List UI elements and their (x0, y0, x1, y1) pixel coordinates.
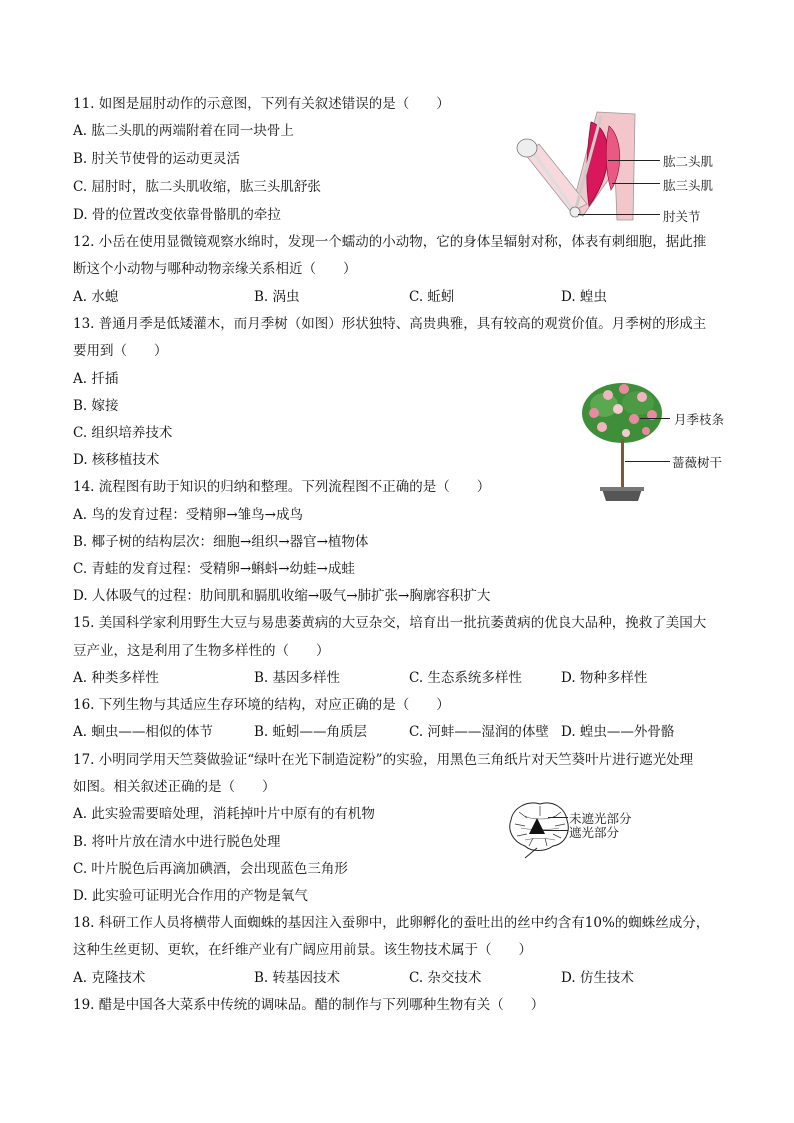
q15-option-d: D. 物种多样性 (561, 670, 648, 686)
q15-stem-line2: 豆产业，这是利用了生物多样性的（ ） (73, 643, 330, 659)
label-elbow-joint: 肘关节 (663, 209, 701, 224)
rose-branch-leader-line (640, 418, 670, 419)
q12-option-a: A. 水螅 (73, 289, 119, 305)
q17-option-d: D. 此实验可证明光合作用的产物是氧气 (73, 888, 308, 904)
q18-stem-line2: 这种生丝更韧、更软，在纤维产业有广阔应用前景。该生物技术属于（ ） (73, 942, 532, 958)
q11-option-d: D. 骨的位置改变依靠骨骼肌的牵拉 (73, 207, 281, 223)
q18-option-d: D. 仿生技术 (561, 970, 634, 986)
q15-option-b: B. 基因多样性 (254, 670, 341, 686)
q18-stem-line1: 18. 科研工作人员将横带人面蜘蛛的基因注入蚕卵中，此卵孵化的蚕吐出的丝中约含有10%的蜘蛛丝成分， (73, 915, 710, 931)
q18-option-b: B. 转基因技术 (254, 970, 341, 986)
q11-option-b: B. 肘关节使骨的运动更灵活 (73, 151, 241, 167)
q17-option-b: B. 将叶片放在清水中进行脱色处理 (73, 834, 281, 850)
q17-option-a: A. 此实验需要暗处理，消耗掉叶片中原有的有机物 (73, 806, 375, 822)
q16-option-b: B. 蚯蚓——角质层 (254, 724, 368, 740)
q17-stem-line2: 如图。相关叙述正确的是（ ） (73, 779, 276, 795)
q13-option-b: B. 嫁接 (73, 398, 119, 414)
arm-illustration (505, 108, 665, 223)
q11-stem: 11. 如图是屈肘动作的示意图，下列有关叙述错误的是（ ） (73, 96, 450, 112)
q13-option-d: D. 核移植技术 (73, 452, 160, 468)
label-shaded-part: 遮光部分 (569, 825, 620, 840)
q15-option-a: A. 种类多样性 (73, 670, 159, 686)
biceps-leader-line (608, 160, 660, 161)
q18-option-a: A. 克隆技术 (73, 970, 146, 986)
rose-tree-illustration (574, 375, 669, 505)
rosa-trunk-leader-line (625, 461, 670, 462)
q14-stem: 14. 流程图有助于知识的归纳和整理。下列流程图不正确的是（ ） (73, 479, 491, 495)
elbow-flexion-figure (505, 108, 665, 223)
q17-option-c: C. 叶片脱色后再滴加碘酒，会出现蓝色三角形 (73, 861, 348, 877)
rose-tree-figure (574, 375, 669, 505)
q16-stem: 16. 下列生物与其适应生存环境的结构，对应正确的是（ ） (73, 697, 450, 713)
q15-stem-line1: 15. 美国科学家利用野生大豆与易患萎黄病的大豆杂交，培育出一批抗萎黄病的优良大品种，挽救了美国大 (73, 615, 707, 631)
label-biceps: 肱二头肌 (663, 154, 714, 169)
elbow-leader-line (578, 214, 660, 215)
geranium-leaf-figure (505, 798, 575, 860)
q12-option-b: B. 涡虫 (254, 289, 300, 305)
q17-stem-line1: 17. 小明同学用天竺葵做验证“绿叶在光下制造淀粉”的实验，用黑色三角纸片对天竺葵叶片进行遮光处理 (73, 752, 694, 768)
leaf-illustration (505, 798, 575, 860)
shaded-leader-line (542, 830, 568, 831)
q14-option-a: A. 鸟的发育过程：受精卵→雏鸟→成鸟 (73, 507, 303, 523)
label-triceps: 肱三头肌 (663, 178, 714, 193)
q18-option-c: C. 杂交技术 (409, 970, 482, 986)
q14-option-c: C. 青蛙的发育过程：受精卵→蝌蚪→幼蛙→成蛙 (73, 561, 355, 577)
q12-option-d: D. 蝗虫 (561, 289, 607, 305)
q19-stem: 19. 醋是中国各大菜系中传统的调味品。醋的制作与下列哪种生物有关（ ） (73, 997, 545, 1013)
q12-stem-line1: 12. 小岳在使用显微镜观察水绵时，发现一个蠕动的小动物，它的身体呈辐射对称，体表有刺细胞，据此推 (73, 234, 707, 250)
q13-stem-line2: 要用到（ ） (73, 343, 168, 359)
q12-option-c: C. 蚯蚓 (409, 289, 455, 305)
q16-option-a: A. 蛔虫——相似的体节 (73, 724, 213, 740)
q14-option-d: D. 人体吸气的过程：肋间肌和膈肌收缩→吸气→肺扩张→胸廓容积扩大 (73, 588, 491, 604)
q13-option-c: C. 组织培养技术 (73, 425, 173, 441)
q13-stem-line1: 13. 普通月季是低矮灌木，而月季树（如图）形状独特、高贵典雅，具有较高的观赏价值。月季树的形成主 (73, 316, 707, 332)
q16-option-c: C. 河蚌——湿润的体壁 (409, 724, 549, 740)
label-rosa-trunk: 蔷薇树干 (672, 455, 723, 470)
q11-option-a: A. 肱二头肌的两端附着在同一块骨上 (73, 123, 294, 139)
q15-option-c: C. 生态系统多样性 (409, 670, 522, 686)
q16-option-d: D. 蝗虫——外骨骼 (561, 724, 675, 740)
q14-option-b: B. 椰子树的结构层次：细胞→组织→器官→植物体 (73, 534, 369, 550)
q13-option-a: A. 扦插 (73, 371, 119, 387)
triceps-leader-line (612, 183, 660, 184)
label-unshaded-part: 未遮光部分 (569, 811, 632, 826)
q12-stem-line2: 断这个小动物与哪种动物亲缘关系相近（ ） (73, 261, 357, 277)
label-rose-branch: 月季枝条 (674, 412, 725, 427)
unshaded-leader-line (548, 817, 568, 818)
q11-option-c: C. 屈肘时，肱二头肌收缩，肱三头肌舒张 (73, 179, 321, 195)
